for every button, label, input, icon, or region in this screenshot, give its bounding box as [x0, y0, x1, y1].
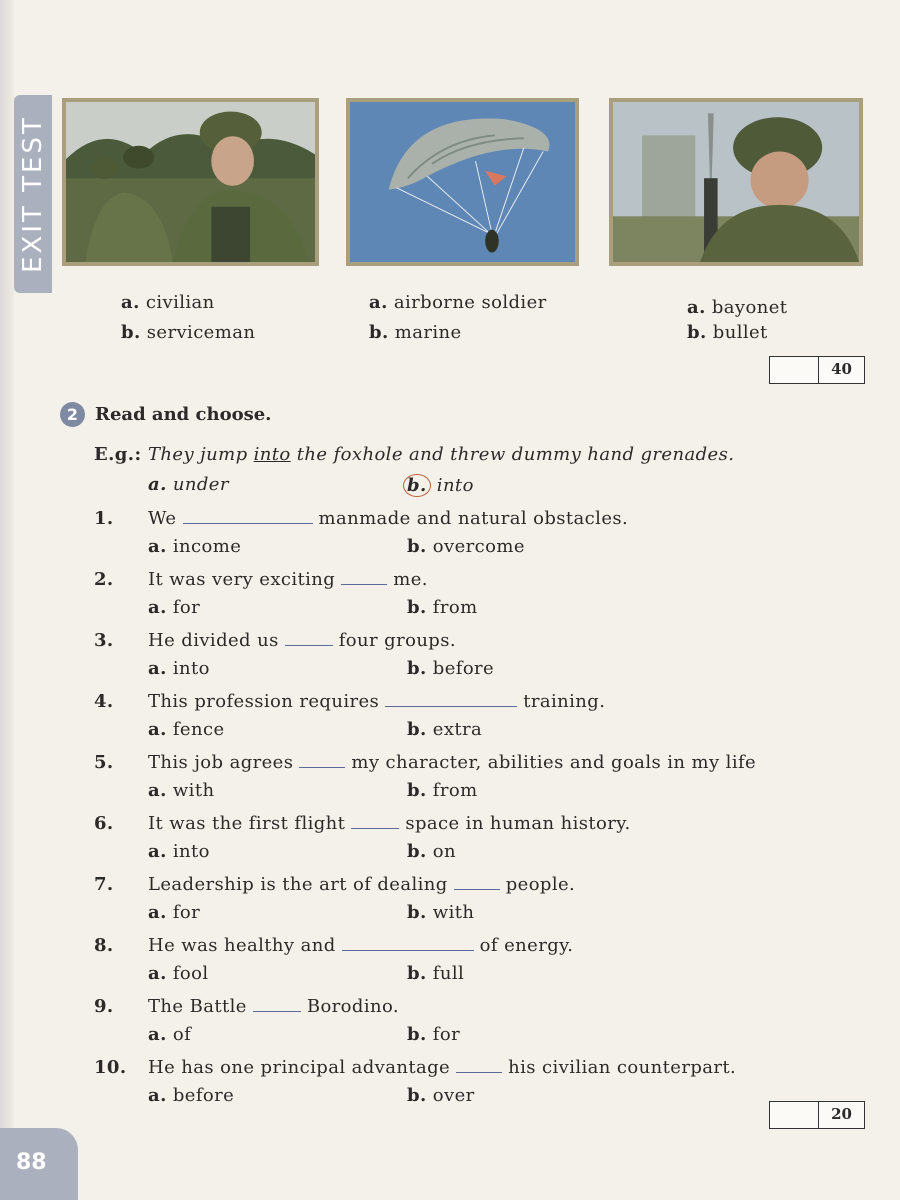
- task-number-badge: 2: [60, 402, 85, 427]
- option-b[interactable]: b. full: [407, 963, 465, 984]
- option-b[interactable]: b. from: [407, 780, 478, 801]
- group-2-option-a[interactable]: a. airborne soldier: [369, 292, 547, 313]
- option-a[interactable]: a. income: [148, 536, 242, 557]
- question-sentence: He has one principal advantage his civilian counterpart.: [148, 1057, 737, 1078]
- score-blank[interactable]: [770, 1102, 819, 1128]
- option-b[interactable]: b. extra: [407, 719, 483, 740]
- group-3-option-a[interactable]: a. bayonet: [687, 297, 788, 318]
- option-a[interactable]: a. into: [148, 841, 210, 862]
- example-option-b: b. into: [407, 474, 474, 497]
- option-b[interactable]: b. on: [407, 841, 457, 862]
- option-a[interactable]: a. into: [148, 658, 210, 679]
- question-sentence: Leadership is the art of dealing people.: [148, 874, 576, 895]
- group-1-option-a[interactable]: a. civilian: [121, 292, 215, 313]
- option-b[interactable]: b. before: [407, 658, 495, 679]
- question-number: 6.: [94, 813, 114, 834]
- question-number: 10.: [94, 1057, 127, 1078]
- option-b[interactable]: b. over: [407, 1085, 475, 1106]
- example-option-a: a. under: [148, 474, 229, 495]
- question-sentence: This profession requires training.: [148, 691, 606, 712]
- answer-blank[interactable]: [341, 583, 387, 585]
- question-number: 4.: [94, 691, 114, 712]
- question-number: 8.: [94, 935, 114, 956]
- page-edge: [0, 0, 14, 1200]
- answer-blank[interactable]: [351, 827, 399, 829]
- option-a[interactable]: a. for: [148, 597, 201, 618]
- question-number: 5.: [94, 752, 114, 773]
- option-b[interactable]: b. overcome: [407, 536, 525, 557]
- section-tab-label: EXIT TEST: [18, 115, 48, 273]
- question-sentence: He divided us four groups.: [148, 630, 456, 651]
- option-b[interactable]: b. for: [407, 1024, 461, 1045]
- option-a[interactable]: a. fence: [148, 719, 225, 740]
- question-number: 7.: [94, 874, 114, 895]
- answer-blank[interactable]: [299, 766, 345, 768]
- option-a[interactable]: a. of: [148, 1024, 192, 1045]
- question-number: 3.: [94, 630, 114, 651]
- parachute-photo: [346, 98, 579, 266]
- option-a[interactable]: a. fool: [148, 963, 209, 984]
- answer-blank[interactable]: [183, 522, 313, 524]
- answer-blank[interactable]: [253, 1010, 301, 1012]
- soldier-bayonet-photo: [609, 98, 863, 266]
- answer-blank[interactable]: [342, 949, 474, 951]
- question-sentence: This job agrees my character, abilities and goals in my life: [148, 752, 757, 773]
- example-label: E.g.:: [94, 444, 142, 465]
- group-2-option-b[interactable]: b. marine: [369, 322, 462, 343]
- group-1-option-b[interactable]: b. serviceman: [121, 322, 256, 343]
- page-number: 88: [16, 1150, 47, 1175]
- answer-blank[interactable]: [454, 888, 500, 890]
- option-b[interactable]: b. from: [407, 597, 478, 618]
- question-sentence: It was the first flight space in human history.: [148, 813, 631, 834]
- score-box-part-1: [769, 356, 865, 384]
- option-b[interactable]: b. with: [407, 902, 475, 923]
- question-number: 9.: [94, 996, 114, 1017]
- option-a[interactable]: a. before: [148, 1085, 235, 1106]
- question-sentence: He was healthy and of energy.: [148, 935, 574, 956]
- option-a[interactable]: a. with: [148, 780, 215, 801]
- task-title: Read and choose.: [95, 404, 272, 425]
- group-3-option-b[interactable]: b. bullet: [687, 322, 768, 343]
- question-number: 1.: [94, 508, 114, 529]
- option-a[interactable]: a. for: [148, 902, 201, 923]
- score-value: 20: [831, 1105, 852, 1123]
- question-sentence: The Battle Borodino.: [148, 996, 400, 1017]
- circled-answer: b.: [403, 474, 431, 497]
- answer-blank[interactable]: [385, 705, 517, 707]
- answer-blank[interactable]: [456, 1071, 502, 1073]
- score-value: 40: [831, 360, 852, 378]
- question-number: 2.: [94, 569, 114, 590]
- question-sentence: It was very exciting me.: [148, 569, 428, 590]
- question-sentence: We manmade and natural obstacles.: [148, 508, 629, 529]
- score-blank[interactable]: [770, 357, 819, 383]
- soldiers-photo: [62, 98, 319, 266]
- answer-blank[interactable]: [285, 644, 333, 646]
- score-box-part-2: [769, 1101, 865, 1129]
